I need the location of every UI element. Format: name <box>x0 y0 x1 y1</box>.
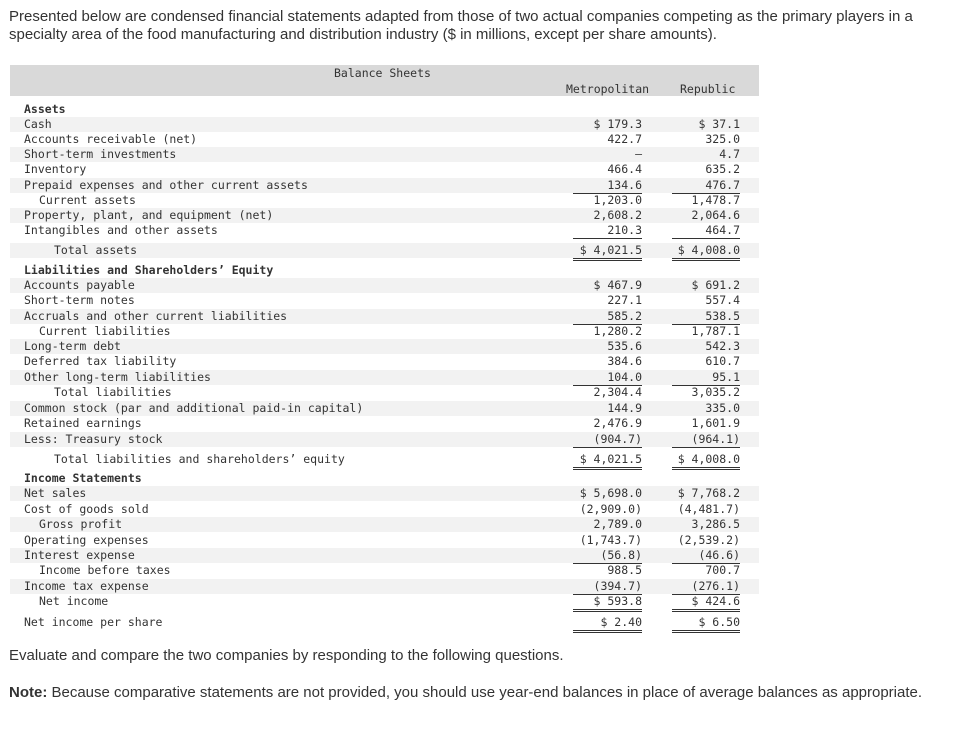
row-label: Total assets <box>54 243 138 257</box>
republic-value: 1,478.7 <box>691 193 740 207</box>
table-row <box>10 370 759 385</box>
table-row <box>10 533 759 548</box>
republic-value: $ 6.50 <box>672 615 740 633</box>
row-label: Operating expenses <box>24 533 149 547</box>
row-label: Gross profit <box>39 517 123 531</box>
republic-value: 476.7 <box>672 178 740 194</box>
table-row <box>10 432 759 447</box>
republic-value: 635.2 <box>705 162 740 176</box>
republic-value: 542.3 <box>705 339 740 353</box>
metropolitan-value: 1,280.2 <box>593 324 642 338</box>
metropolitan-value: 1,203.0 <box>593 193 642 207</box>
metropolitan-value: $ 593.8 <box>573 594 642 612</box>
financial-statements-table <box>10 65 759 629</box>
metropolitan-value: 134.6 <box>573 178 642 194</box>
section-heading <box>10 263 759 278</box>
metropolitan-value: $ 179.3 <box>593 117 642 131</box>
table-row <box>10 339 759 354</box>
metropolitan-value: $ 4,021.5 <box>573 452 642 470</box>
table-row <box>10 117 759 132</box>
metropolitan-value: $ 467.9 <box>593 278 642 292</box>
row-label: Total liabilities and shareholders’ equity <box>54 452 345 466</box>
row-label: Total liabilities <box>54 385 172 399</box>
table-row <box>10 193 759 208</box>
row-label: Common stock (par and additional paid-in capital) <box>24 401 364 415</box>
republic-value: 700.7 <box>705 563 740 577</box>
row-label: Net sales <box>24 486 87 500</box>
row-label: Cash <box>24 117 52 131</box>
table-row <box>10 243 759 258</box>
column-header-republic: Republic <box>680 82 736 96</box>
section-heading <box>10 102 759 117</box>
metropolitan-value: $ 2.40 <box>573 615 642 633</box>
table-row <box>10 278 759 293</box>
note-text <box>9 684 959 702</box>
metropolitan-value: 422.7 <box>607 132 642 146</box>
row-label: Accruals and other current liabilities <box>24 309 288 323</box>
republic-value: $ 4,008.0 <box>672 452 740 470</box>
republic-value: 1,787.1 <box>691 324 740 338</box>
metropolitan-value: 144.9 <box>607 401 642 415</box>
metropolitan-value: 988.5 <box>607 563 642 577</box>
table-row <box>10 594 759 609</box>
metropolitan-value: 384.6 <box>607 354 642 368</box>
metropolitan-value: (904.7) <box>573 432 642 448</box>
table-row <box>10 208 759 223</box>
republic-value: (964.1) <box>672 432 740 448</box>
table-row <box>10 452 759 467</box>
row-label: Cost of goods sold <box>24 502 149 516</box>
republic-value: 3,035.2 <box>691 385 740 399</box>
table-row <box>10 354 759 369</box>
metropolitan-value: 2,608.2 <box>593 208 642 222</box>
republic-value: 610.7 <box>705 354 740 368</box>
question-text: Evaluate and compare the two companies by responding to the following questions. <box>9 647 564 664</box>
note-body: Because comparative statements are not provided, you should use year-end balances in place of average balances as appropriate. <box>47 684 923 701</box>
row-label: Long-term debt <box>24 339 121 353</box>
intro-text: Presented below are condensed financial statements adapted from those of two actual companies competing as the primary players in a specialty area of the food manufacturing and distribution industry ($ in millions, except per share amounts). <box>9 8 913 43</box>
metropolitan-value: – <box>635 147 642 161</box>
column-header-metropolitan: Metropolitan <box>566 82 650 96</box>
table-row <box>10 615 759 630</box>
republic-value: (46.6) <box>672 548 740 564</box>
republic-value: $ 424.6 <box>672 594 740 612</box>
section-heading <box>10 471 759 486</box>
row-label: Less: Treasury stock <box>24 432 163 446</box>
metropolitan-value: (56.8) <box>573 548 642 564</box>
row-label: Assets <box>24 102 66 116</box>
republic-value: 95.1 <box>672 370 740 386</box>
table-title: Balance Sheets <box>334 66 431 80</box>
table-row <box>10 579 759 594</box>
row-label: Net income per share <box>24 615 163 629</box>
metropolitan-value: 2,476.9 <box>593 416 642 430</box>
table-row <box>10 548 759 563</box>
table-row <box>10 401 759 416</box>
row-label: Intangibles and other assets <box>24 223 218 237</box>
table-row <box>10 563 759 578</box>
table-row <box>10 517 759 532</box>
metropolitan-value: $ 5,698.0 <box>579 486 642 500</box>
row-label: Other long-term liabilities <box>24 370 211 384</box>
metropolitan-value: 535.6 <box>607 339 642 353</box>
row-label: Prepaid expenses and other current assets <box>24 178 308 192</box>
table-row <box>10 385 759 400</box>
metropolitan-value: (1,743.7) <box>579 533 642 547</box>
metropolitan-value: 585.2 <box>573 309 642 325</box>
row-label: Short-term investments <box>24 147 177 161</box>
row-label: Deferred tax liability <box>24 354 177 368</box>
row-label: Accounts receivable (net) <box>24 132 198 146</box>
row-label: Income Statements <box>24 471 142 485</box>
note-label: Note: <box>9 684 48 701</box>
table-row <box>10 132 759 147</box>
metropolitan-value: (2,909.0) <box>573 502 642 518</box>
table-header <box>10 65 759 96</box>
table-row <box>10 162 759 177</box>
republic-value: (4,481.7) <box>672 502 740 518</box>
metropolitan-value: 227.1 <box>607 293 642 307</box>
republic-value: (2,539.2) <box>677 533 740 547</box>
table-row <box>10 486 759 501</box>
row-label: Accounts payable <box>24 278 135 292</box>
republic-value: 3,286.5 <box>691 517 740 531</box>
metropolitan-value: 466.4 <box>607 162 642 176</box>
row-label: Income tax expense <box>24 579 149 593</box>
republic-value: (276.1) <box>672 579 740 595</box>
table-row <box>10 324 759 339</box>
row-label: Liabilities and Shareholders’ Equity <box>24 263 274 277</box>
metropolitan-value: $ 4,021.5 <box>573 243 642 261</box>
metropolitan-value: 210.3 <box>573 223 642 239</box>
table-row <box>10 223 759 238</box>
row-label: Short-term notes <box>24 293 135 307</box>
table-row <box>10 416 759 431</box>
republic-value: $ 37.1 <box>698 117 740 131</box>
table-row <box>10 178 759 193</box>
republic-value: 538.5 <box>672 309 740 325</box>
republic-value: 335.0 <box>705 401 740 415</box>
metropolitan-value: 104.0 <box>573 370 642 386</box>
republic-value: 2,064.6 <box>691 208 740 222</box>
republic-value: $ 7,768.2 <box>677 486 740 500</box>
row-label: Property, plant, and equipment (net) <box>24 208 274 222</box>
table-row <box>10 147 759 162</box>
table-row <box>10 309 759 324</box>
row-label: Inventory <box>24 162 87 176</box>
metropolitan-value: 2,789.0 <box>593 517 642 531</box>
republic-value: 4.7 <box>719 147 740 161</box>
row-label: Interest expense <box>24 548 135 562</box>
row-label: Current assets <box>39 193 136 207</box>
row-label: Net income <box>39 594 109 608</box>
republic-value: $ 691.2 <box>691 278 740 292</box>
table-row <box>10 293 759 308</box>
table-row <box>10 502 759 517</box>
republic-value: 325.0 <box>705 132 740 146</box>
metropolitan-value: (394.7) <box>573 579 642 595</box>
republic-value: 557.4 <box>705 293 740 307</box>
row-label: Retained earnings <box>24 416 142 430</box>
row-label: Current liabilities <box>39 324 171 338</box>
republic-value: $ 4,008.0 <box>672 243 740 261</box>
republic-value: 1,601.9 <box>691 416 740 430</box>
row-label: Income before taxes <box>39 563 171 577</box>
republic-value: 464.7 <box>672 223 740 239</box>
metropolitan-value: 2,304.4 <box>593 385 642 399</box>
